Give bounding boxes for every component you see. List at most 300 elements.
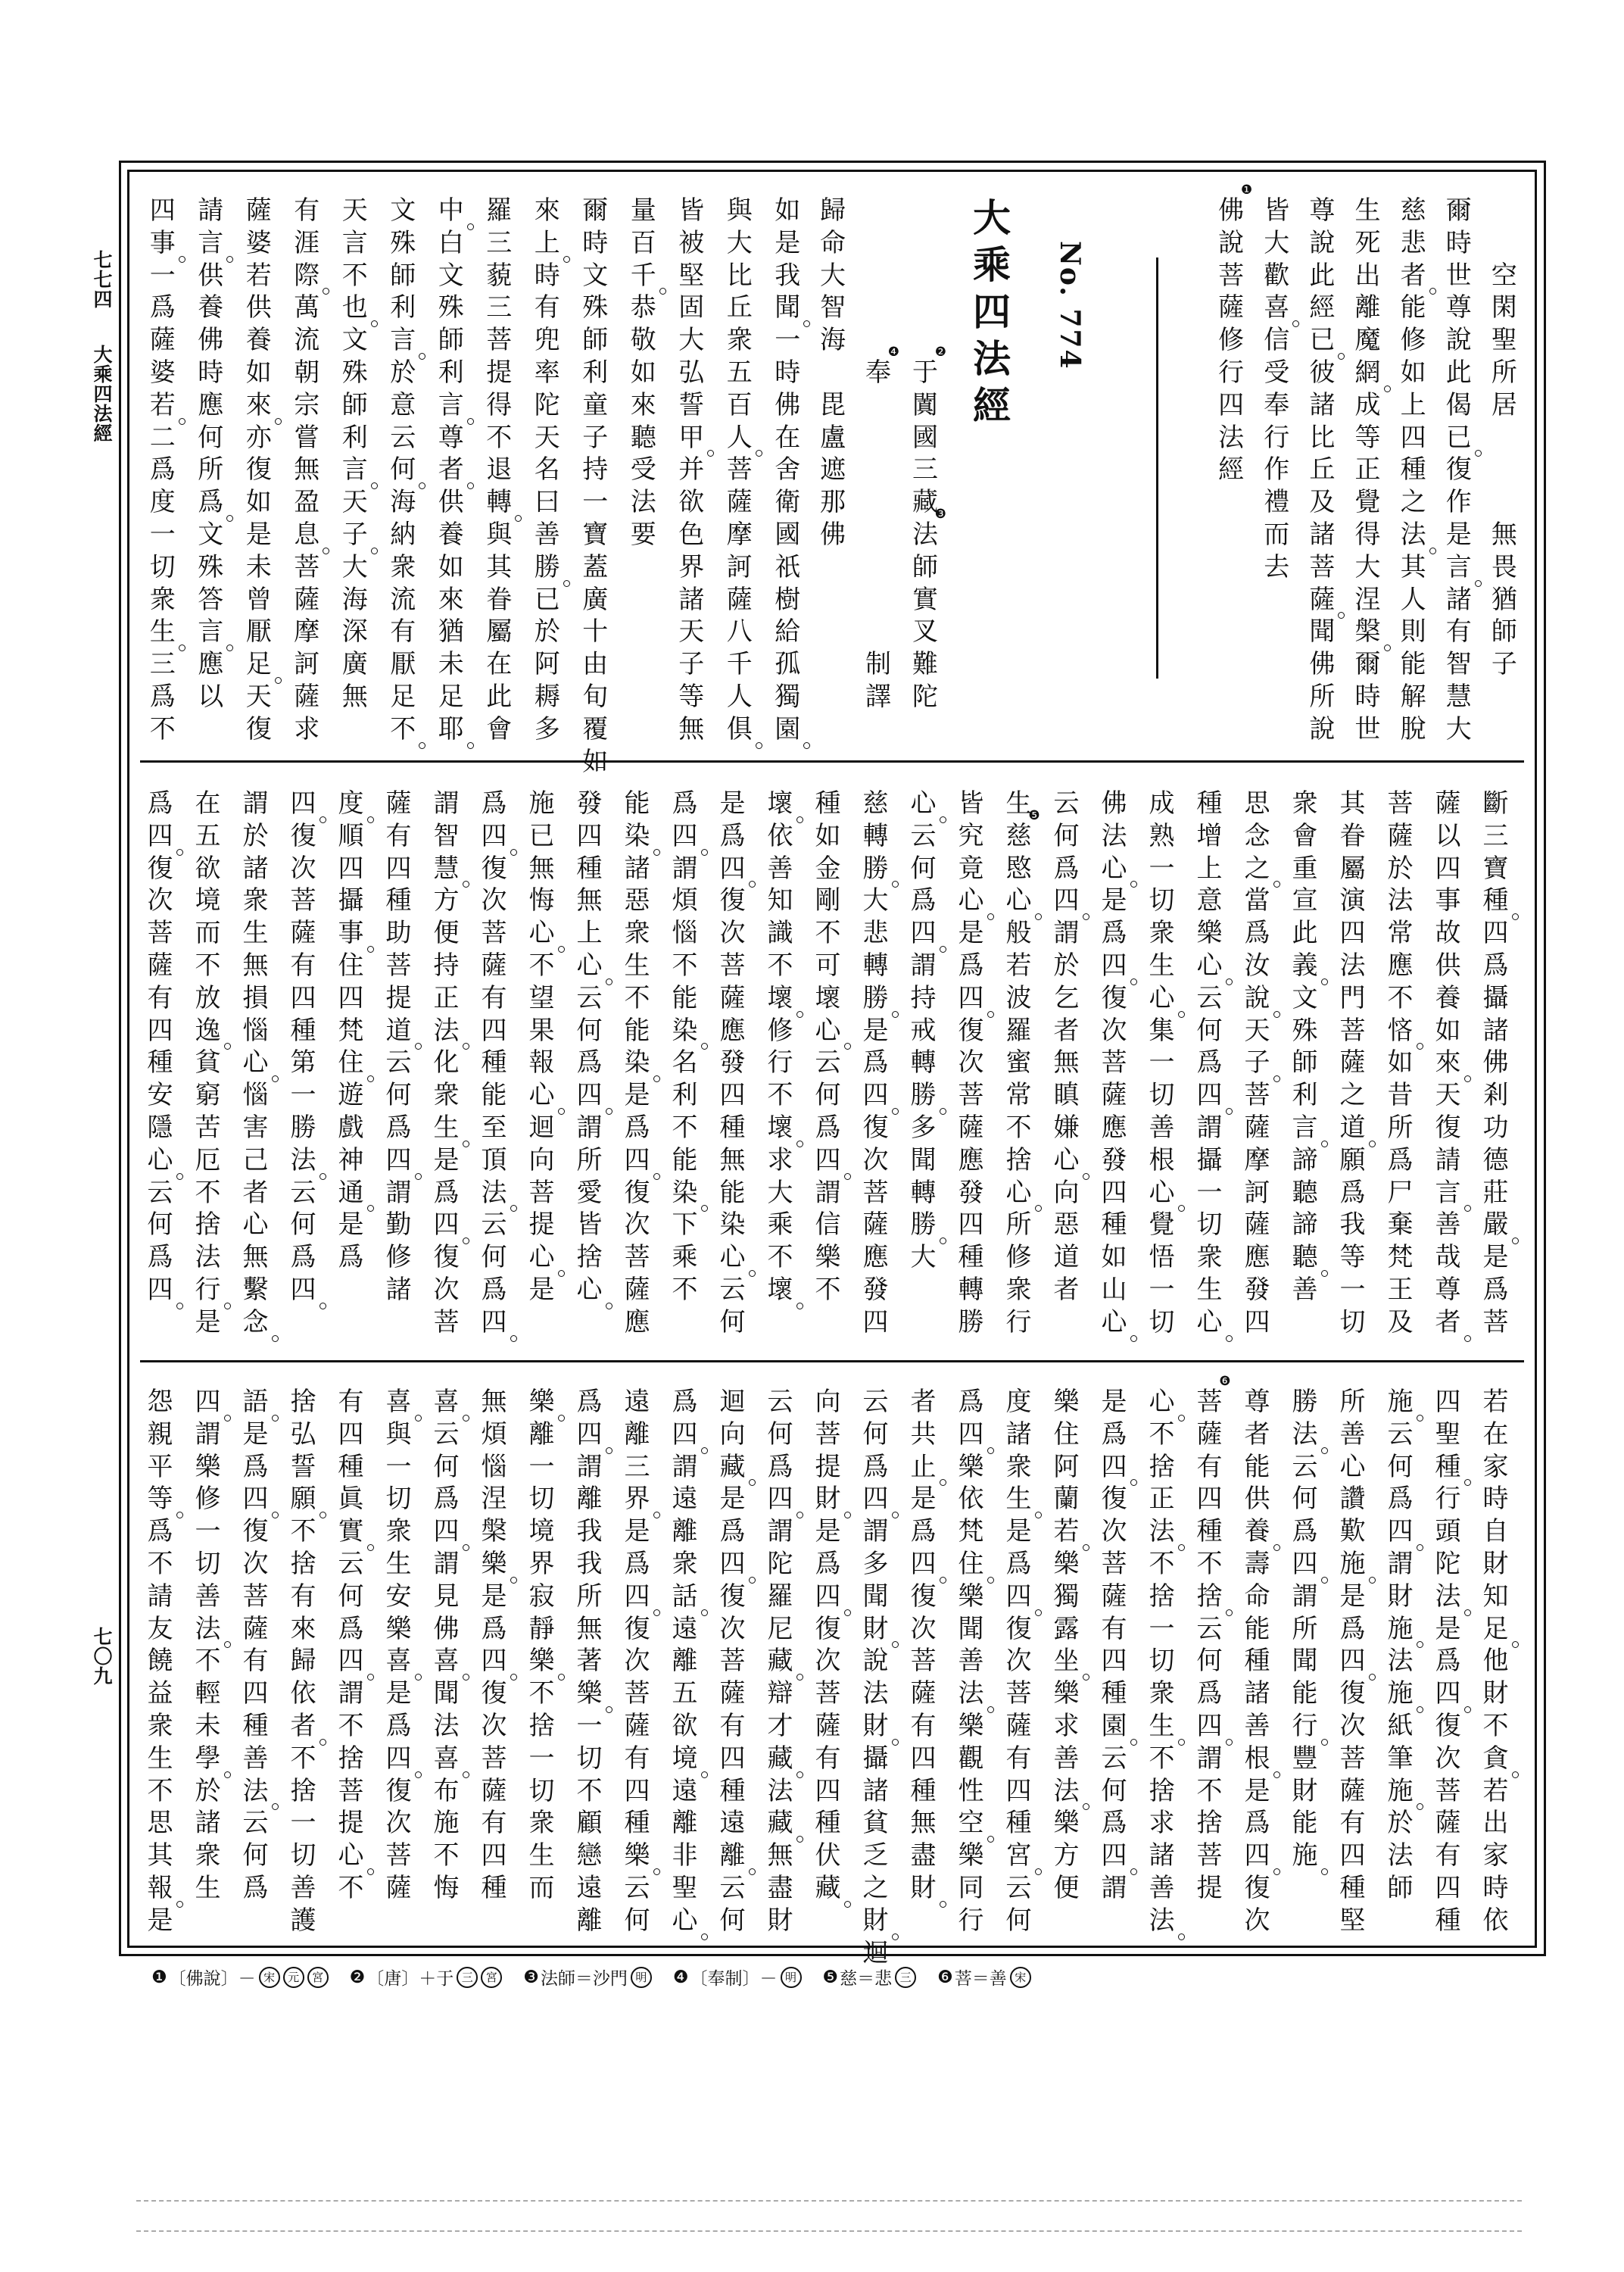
character: 逸 (193, 1015, 223, 1047)
character: 爲 (1387, 1484, 1414, 1515)
character: 慧 (432, 853, 462, 885)
full-stop-mark (892, 1933, 899, 1940)
full-stop-mark (606, 1447, 613, 1454)
character: 哉 (1435, 1242, 1461, 1273)
footnote (523, 1965, 652, 1990)
character: 能 (1244, 1613, 1270, 1644)
text-column (661, 788, 709, 1339)
character: 菩 (815, 1678, 841, 1709)
full-stop-mark (1464, 1609, 1471, 1616)
character: 攝 (1196, 1144, 1223, 1175)
full-stop-mark (940, 1237, 946, 1244)
character: 切 (1149, 1306, 1175, 1337)
character: 法 (1052, 1775, 1082, 1808)
full-stop-mark (415, 1415, 422, 1422)
character: 四 (338, 1418, 364, 1450)
character: 爲 (1387, 1144, 1414, 1175)
full-stop-mark (1083, 1803, 1089, 1810)
character: 輕 (195, 1678, 221, 1709)
character: 種 (147, 1047, 173, 1078)
character: 薩 (726, 584, 753, 615)
character: 不 (1149, 1743, 1175, 1774)
text-column (995, 788, 1043, 1339)
character: 成 (1149, 788, 1175, 819)
full-stop-mark (415, 1674, 422, 1681)
character: 樂 (527, 1645, 557, 1677)
character: 於 (534, 616, 560, 648)
running-title: 大乘四法經 (91, 345, 113, 443)
character: 慈 ❺ (1005, 807, 1040, 851)
character: 生 (148, 616, 178, 648)
character: 我 (576, 1548, 603, 1579)
character: 復 (245, 454, 272, 485)
full-stop-mark (1321, 1868, 1328, 1875)
character: 己 (242, 1144, 269, 1175)
character: 不 (195, 1646, 221, 1677)
character: 之 (1400, 487, 1426, 518)
full-stop-mark (275, 418, 282, 425)
character: 量 (630, 195, 656, 226)
character: 諸 (1482, 1015, 1509, 1046)
full-stop-mark (1083, 1674, 1089, 1681)
character: 助 (385, 918, 412, 949)
character: 四 (1218, 389, 1245, 420)
text-column (1482, 195, 1527, 746)
character: 轉 (910, 1177, 937, 1208)
full-stop-mark (224, 1771, 231, 1778)
character: 猶 (438, 616, 464, 648)
character: 著 (576, 1646, 603, 1677)
text-column (661, 1386, 709, 1969)
character: 一 (775, 325, 801, 356)
edition-mark: 三 (457, 1967, 478, 1988)
character: 四 (1195, 1079, 1225, 1112)
character: 不 (1196, 1775, 1223, 1806)
character: 四 (861, 1079, 891, 1112)
character: 歎 (1339, 1516, 1366, 1547)
character: 樂 (1053, 1387, 1080, 1417)
character: 爲 (767, 1451, 793, 1482)
character: 同 (958, 1872, 984, 1903)
character: 應 (624, 1306, 650, 1337)
full-stop-mark (176, 1512, 183, 1518)
footnote-text: 菩＝善 (954, 1969, 1007, 1989)
character: 壞 (765, 788, 796, 820)
character: 爲 (815, 1112, 841, 1143)
character: 施 (1386, 1386, 1416, 1418)
character: 文 (438, 260, 464, 291)
full-stop-mark (1512, 1237, 1519, 1244)
character: 勝 (290, 1112, 316, 1143)
character: 次 (147, 885, 173, 916)
full-stop-mark (1417, 1803, 1423, 1810)
character: 樂 (1053, 1548, 1080, 1579)
character: 而 (195, 918, 221, 949)
character: 覺 (1354, 487, 1381, 518)
character: 海 (820, 325, 846, 356)
text-column (139, 195, 187, 778)
character: 爲 (433, 1484, 460, 1515)
character: 者 (242, 1177, 269, 1208)
character: 施 (433, 1808, 460, 1839)
character: 無 (341, 681, 368, 712)
edition-mark: 宋 (1010, 1967, 1031, 1988)
register-divider-bottom (140, 1360, 1524, 1362)
character: 多 (910, 1112, 937, 1143)
character: 四 (670, 820, 700, 853)
character: 得 (1354, 519, 1381, 550)
character: 說 (1309, 713, 1336, 744)
character: 正 (433, 982, 460, 1013)
character: 一 (149, 519, 176, 550)
character: 煩 (672, 885, 698, 916)
text-column (1233, 788, 1281, 1339)
character: 養 (198, 292, 224, 323)
character: 四 (575, 1418, 605, 1451)
character: 心 (813, 1015, 843, 1047)
character: 足 (390, 681, 416, 712)
character: 足 (1481, 1613, 1511, 1646)
character: 何 (385, 1080, 412, 1111)
character: 人 (726, 681, 753, 712)
character: 菩 (1309, 551, 1336, 582)
character: 此 (1445, 357, 1472, 388)
text-column (523, 195, 572, 778)
character: 偈 (1445, 389, 1472, 420)
sutra-body-middle (136, 788, 1520, 1339)
character: 心 (241, 1047, 271, 1079)
footnote-text: 法師＝沙門 (540, 1969, 628, 1989)
character: 四 (1099, 1840, 1130, 1872)
character: 殊 (582, 292, 609, 323)
character: 生 (1147, 1710, 1177, 1743)
character: 染 (670, 1177, 700, 1209)
character: 一 (290, 1808, 316, 1839)
character: 觀 (958, 1743, 984, 1774)
full-stop-mark (1130, 978, 1137, 985)
character: 命 (1244, 1581, 1270, 1612)
character: 次 (1101, 1516, 1127, 1547)
character: 爲 (958, 950, 984, 981)
character: 種 (242, 1710, 269, 1741)
full-stop-mark (224, 1641, 231, 1648)
text-column (1376, 788, 1424, 1339)
character: 者 (1244, 1418, 1270, 1450)
text-column (279, 788, 327, 1339)
character: 爲 (1339, 1613, 1366, 1644)
character: 不 (388, 713, 418, 746)
character: 是 (1244, 1775, 1270, 1806)
character: 譯 (865, 681, 891, 712)
character: 如 (245, 357, 272, 388)
character: 摩 (726, 519, 753, 550)
character: 爲 (149, 292, 176, 323)
character: 生 (432, 1112, 462, 1144)
character: 無 (576, 885, 603, 916)
character: 言 (436, 389, 466, 422)
character: 菩 (338, 1775, 364, 1806)
character: 一 (149, 260, 176, 291)
full-stop-mark (844, 1173, 851, 1180)
full-stop-mark (749, 1577, 756, 1584)
full-stop-mark (1273, 1011, 1280, 1018)
character: 已 (528, 820, 555, 851)
character: 聞 (958, 1613, 984, 1644)
character: 謂 (1101, 1872, 1127, 1903)
full-stop-mark (892, 1641, 899, 1648)
character: 是 (958, 918, 984, 949)
character: 心 (1147, 1177, 1177, 1209)
character: 佛 (1482, 1047, 1509, 1078)
character: 度 (149, 487, 176, 518)
character: 不 (1196, 1548, 1223, 1579)
character: 復 (815, 1613, 841, 1644)
character: 及 (1309, 487, 1336, 518)
character: 念 (241, 1306, 271, 1339)
character: 若 (1482, 1775, 1509, 1806)
character: 四 (1339, 1840, 1366, 1871)
scan-artifact-line (136, 2230, 1522, 2232)
character: 遊 (338, 1080, 364, 1111)
character: 于 ❷ (912, 344, 946, 388)
character: 歡 (1264, 260, 1290, 291)
character: 復 (1244, 1872, 1270, 1903)
full-stop-mark (1226, 978, 1233, 985)
character: 法 (956, 1677, 987, 1710)
character: 有 (385, 820, 412, 851)
character: 伏 (815, 1840, 841, 1871)
character: 不 (528, 1678, 555, 1709)
character: 復 (481, 853, 507, 884)
full-stop-mark (1369, 1674, 1376, 1681)
character: 正 (1354, 454, 1381, 485)
character: 者 (1433, 1306, 1463, 1339)
character: 爲 (1196, 1678, 1223, 1709)
character: 何 (1387, 1451, 1414, 1482)
character: 生 (528, 1840, 555, 1871)
full-stop-mark (467, 482, 474, 489)
volume-number: 七七四 (91, 250, 113, 309)
character: 師 (341, 389, 368, 420)
character: 槃 (1353, 616, 1383, 648)
character: 捨 (1149, 1451, 1175, 1482)
full-stop-mark (844, 1901, 851, 1908)
character: 次 (1005, 1646, 1032, 1677)
character: 謂 (1292, 1581, 1318, 1612)
character (863, 584, 893, 616)
character: 爲 (1101, 1808, 1127, 1839)
character: 天 (534, 422, 560, 453)
character: 孤 (775, 649, 801, 680)
full-stop-mark (606, 1108, 613, 1115)
character: 尼 (767, 1613, 793, 1644)
character: 宗 (294, 389, 320, 420)
character: 悋 (1386, 1015, 1416, 1047)
full-stop-mark (224, 1043, 231, 1050)
character: 世 (1354, 713, 1381, 744)
character: 何 (1101, 1775, 1127, 1806)
character: 是 (815, 1516, 841, 1547)
full-stop-mark (1512, 1641, 1519, 1648)
text-column (136, 1386, 184, 1969)
full-stop-mark (796, 1836, 803, 1843)
character: 法 (288, 1144, 319, 1177)
character: 梵 (1387, 1242, 1414, 1273)
character: 萬 (294, 292, 320, 323)
full-stop-mark (367, 1205, 374, 1212)
character: 來 (1433, 1047, 1463, 1079)
character: 要 (630, 519, 656, 550)
character: 供 (1244, 1484, 1270, 1515)
character: 文 (390, 195, 416, 226)
character: 利 (582, 357, 609, 388)
character: 時 (534, 260, 560, 291)
character: 心 (336, 1840, 366, 1872)
character: 何 (862, 1418, 889, 1450)
character: 有 (481, 1808, 507, 1839)
character: 此 (1292, 918, 1318, 949)
character: 舍 (775, 454, 801, 485)
character: 謂 (576, 1112, 603, 1143)
character: 復 (242, 1516, 269, 1547)
character: 樂 (527, 1386, 557, 1418)
character: 猶 (1491, 584, 1517, 615)
character: 菩 (862, 1177, 889, 1208)
character: 頂 (481, 1144, 507, 1175)
character: 衆 (672, 1548, 698, 1579)
full-stop-mark (563, 580, 570, 587)
character: 佛 (198, 325, 224, 356)
full-stop-mark (1512, 1771, 1519, 1778)
character: 勤 (385, 1209, 412, 1241)
character: 求 (294, 713, 320, 744)
character: 勝 (532, 551, 563, 584)
edition-mark: 元 (283, 1967, 304, 1988)
character: 切 (1339, 1306, 1366, 1337)
character: 梵 (338, 1015, 364, 1046)
character: 善 (195, 1581, 221, 1612)
character: 隱 (147, 1112, 173, 1143)
character: 提 (385, 982, 412, 1013)
character: 天 (1435, 1080, 1461, 1111)
character: 欲 (195, 853, 221, 884)
full-stop-mark (320, 1739, 326, 1746)
character: 益 (147, 1678, 173, 1709)
character: 法 (1398, 519, 1429, 551)
character: 是 (245, 519, 272, 550)
character: 種 (815, 788, 841, 819)
character: 智 (1445, 649, 1472, 680)
text-column (427, 195, 475, 778)
character: 生 (1004, 1483, 1034, 1515)
character: 莊 (1482, 1177, 1509, 1208)
character: 菩 (294, 551, 320, 582)
character: 師 (1491, 616, 1517, 648)
character: 旬 (582, 681, 609, 712)
character: 在 (775, 422, 801, 453)
edition-mark: 明 (631, 1967, 652, 1988)
character: 持 (910, 982, 937, 1013)
full-stop-mark (1475, 580, 1482, 587)
character: 四 (1099, 950, 1130, 982)
character: 提 (338, 1808, 364, 1839)
character: 法 (1387, 1840, 1414, 1871)
full-stop-mark (1035, 1512, 1042, 1518)
character: 云 (481, 1209, 507, 1241)
full-stop-mark (1417, 1641, 1423, 1648)
character: 一 (1339, 1274, 1366, 1305)
character: 四 (1435, 1872, 1461, 1903)
character: 百 (630, 227, 656, 258)
full-stop-mark (1178, 1739, 1185, 1746)
character: 轉 (862, 950, 889, 981)
character: 云 (338, 1548, 364, 1579)
character: 時 (1482, 1872, 1509, 1903)
character: 已 (1307, 324, 1337, 357)
character: 怨 (147, 1387, 173, 1417)
character: 供 (245, 292, 272, 323)
text-column (327, 788, 375, 1339)
character: 故 (1435, 918, 1461, 949)
character: 四 (1244, 1306, 1270, 1337)
character: 如 (582, 746, 609, 777)
character: 有 (910, 1710, 937, 1741)
text-column (375, 1386, 422, 1969)
footnote-marker: ❹ (887, 344, 899, 360)
character: 轉 (910, 1047, 937, 1078)
full-stop-mark (463, 1043, 469, 1050)
character: 復 (433, 1242, 460, 1273)
character: 上 (1196, 853, 1223, 884)
character: 求 (1053, 1710, 1080, 1741)
character: 來 (290, 1613, 316, 1644)
character: 一 (195, 1516, 221, 1547)
character: 惱 (672, 918, 698, 949)
character: 爲 (338, 1242, 364, 1273)
text-column (283, 195, 332, 778)
character: 師 (1292, 1047, 1318, 1078)
character: 住 (1053, 1418, 1080, 1450)
character: 四 (973, 289, 1011, 334)
character: 向 (719, 1418, 746, 1450)
character: 海 (341, 584, 368, 615)
character: 次 (815, 1646, 841, 1677)
full-stop-mark (463, 1771, 469, 1778)
character: 云 (576, 982, 603, 1013)
character: 流 (294, 325, 320, 356)
character: 脫 (1400, 713, 1426, 744)
character: 弘 (290, 1418, 316, 1450)
character: 爲 (147, 1516, 173, 1547)
character: 復 (1339, 1678, 1366, 1709)
text-column (852, 1386, 899, 1969)
character: 轉 (862, 820, 889, 851)
character: 菩 (624, 1242, 650, 1273)
character: 發 (862, 1274, 889, 1305)
character: 衆 (726, 325, 753, 356)
character: 尊 (1445, 292, 1472, 323)
character: 與 (385, 1418, 412, 1450)
character: 遠 (719, 1808, 746, 1839)
character: 國 (775, 519, 801, 550)
character: 報 (528, 1047, 555, 1078)
character: 諸 (1005, 1418, 1032, 1450)
edition-mark: 三 (895, 1967, 916, 1988)
full-stop-mark (467, 223, 474, 230)
full-stop-mark (892, 881, 899, 888)
character: 種 (1196, 788, 1223, 819)
character: 子 (340, 519, 370, 551)
